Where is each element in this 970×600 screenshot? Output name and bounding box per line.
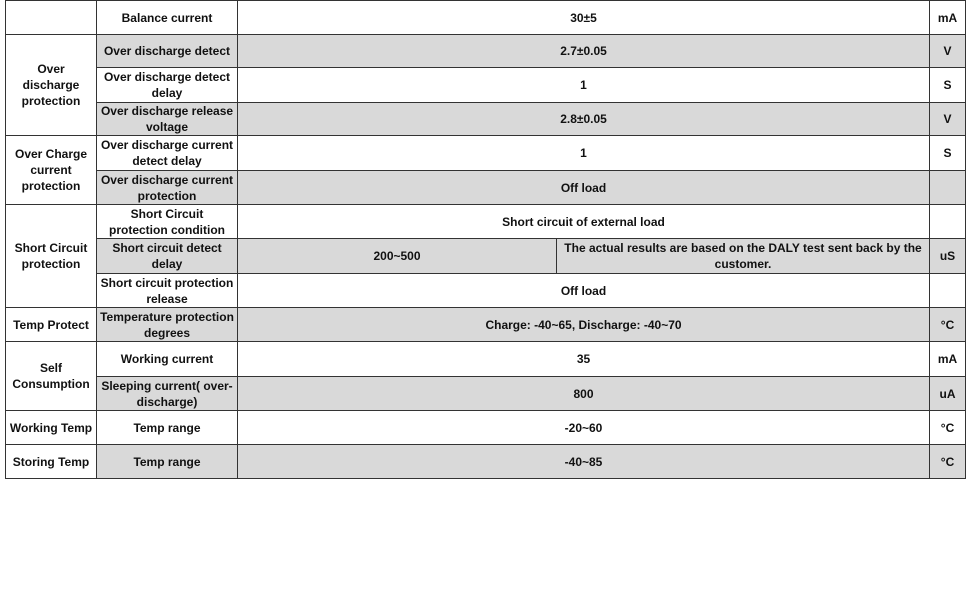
item-cell: Balance current (97, 1, 238, 35)
group-cell (6, 1, 97, 35)
table-row (6, 274, 966, 308)
group-cell: Working Temp (6, 411, 97, 445)
value-cell: -20~60 (238, 411, 930, 445)
item-cell: Working current (97, 342, 238, 377)
item-cell: Over discharge detect delay (97, 68, 238, 103)
item-cell: Over discharge detect (97, 35, 238, 68)
item-cell: Short circuit protection release (97, 274, 238, 308)
table-row (6, 136, 966, 171)
table-row (6, 205, 966, 239)
group-cell: Over discharge protection (6, 35, 97, 136)
group-cell: Temp Protect (6, 308, 97, 342)
value-cell: 2.7±0.05 (238, 35, 930, 68)
table-row (6, 342, 966, 377)
item-cell: Temperature protection degrees (97, 308, 238, 342)
table-row (6, 377, 966, 411)
item-cell: Temp range (97, 445, 238, 479)
unit-cell (930, 205, 966, 239)
unit-cell: mA (930, 1, 966, 35)
note-cell: The actual results are based on the DALY test sent back by the customer. (557, 239, 930, 274)
table-row (6, 445, 966, 479)
table-row (6, 171, 966, 205)
table-row (6, 35, 966, 68)
value-cell: -40~85 (238, 445, 930, 479)
unit-cell: °C (930, 308, 966, 342)
table-row (6, 68, 966, 103)
item-cell: Over discharge release voltage (97, 103, 238, 136)
item-cell: Over discharge current protection (97, 171, 238, 205)
item-cell: Over discharge current detect delay (97, 136, 238, 171)
unit-cell: mA (930, 342, 966, 377)
value-cell: Off load (238, 274, 930, 308)
value-cell: Off load (238, 171, 930, 205)
table-row (6, 411, 966, 445)
table-row (6, 103, 966, 136)
table-row (6, 239, 966, 274)
value-cell: Charge: -40~65, Discharge: -40~70 (238, 308, 930, 342)
unit-cell: °C (930, 445, 966, 479)
unit-cell: V (930, 35, 966, 68)
value-cell: 35 (238, 342, 930, 377)
unit-cell (930, 171, 966, 205)
group-cell: Over Charge current protection (6, 136, 97, 205)
unit-cell: S (930, 136, 966, 171)
value-cell: 800 (238, 377, 930, 411)
unit-cell: S (930, 68, 966, 103)
group-cell: Short Circuit protection (6, 205, 97, 308)
value-cell: 1 (238, 136, 930, 171)
unit-cell: V (930, 103, 966, 136)
group-cell: Storing Temp (6, 445, 97, 479)
table-row (6, 308, 966, 342)
unit-cell: uA (930, 377, 966, 411)
unit-cell: °C (930, 411, 966, 445)
group-cell: Self Consumption (6, 342, 97, 411)
value-cell: 2.8±0.05 (238, 103, 930, 136)
value-cell: 30±5 (238, 1, 930, 35)
value-cell: Short circuit of external load (238, 205, 930, 239)
spec-table (5, 0, 966, 479)
value-cell: 1 (238, 68, 930, 103)
unit-cell (930, 274, 966, 308)
table-row (6, 1, 966, 35)
item-cell: Temp range (97, 411, 238, 445)
unit-cell: uS (930, 239, 966, 274)
item-cell: Short circuit detect delay (97, 239, 238, 274)
item-cell: Short Circuit protection condition (97, 205, 238, 239)
item-cell: Sleeping current( over-discharge) (97, 377, 238, 411)
value-cell: 200~500 (238, 239, 557, 274)
